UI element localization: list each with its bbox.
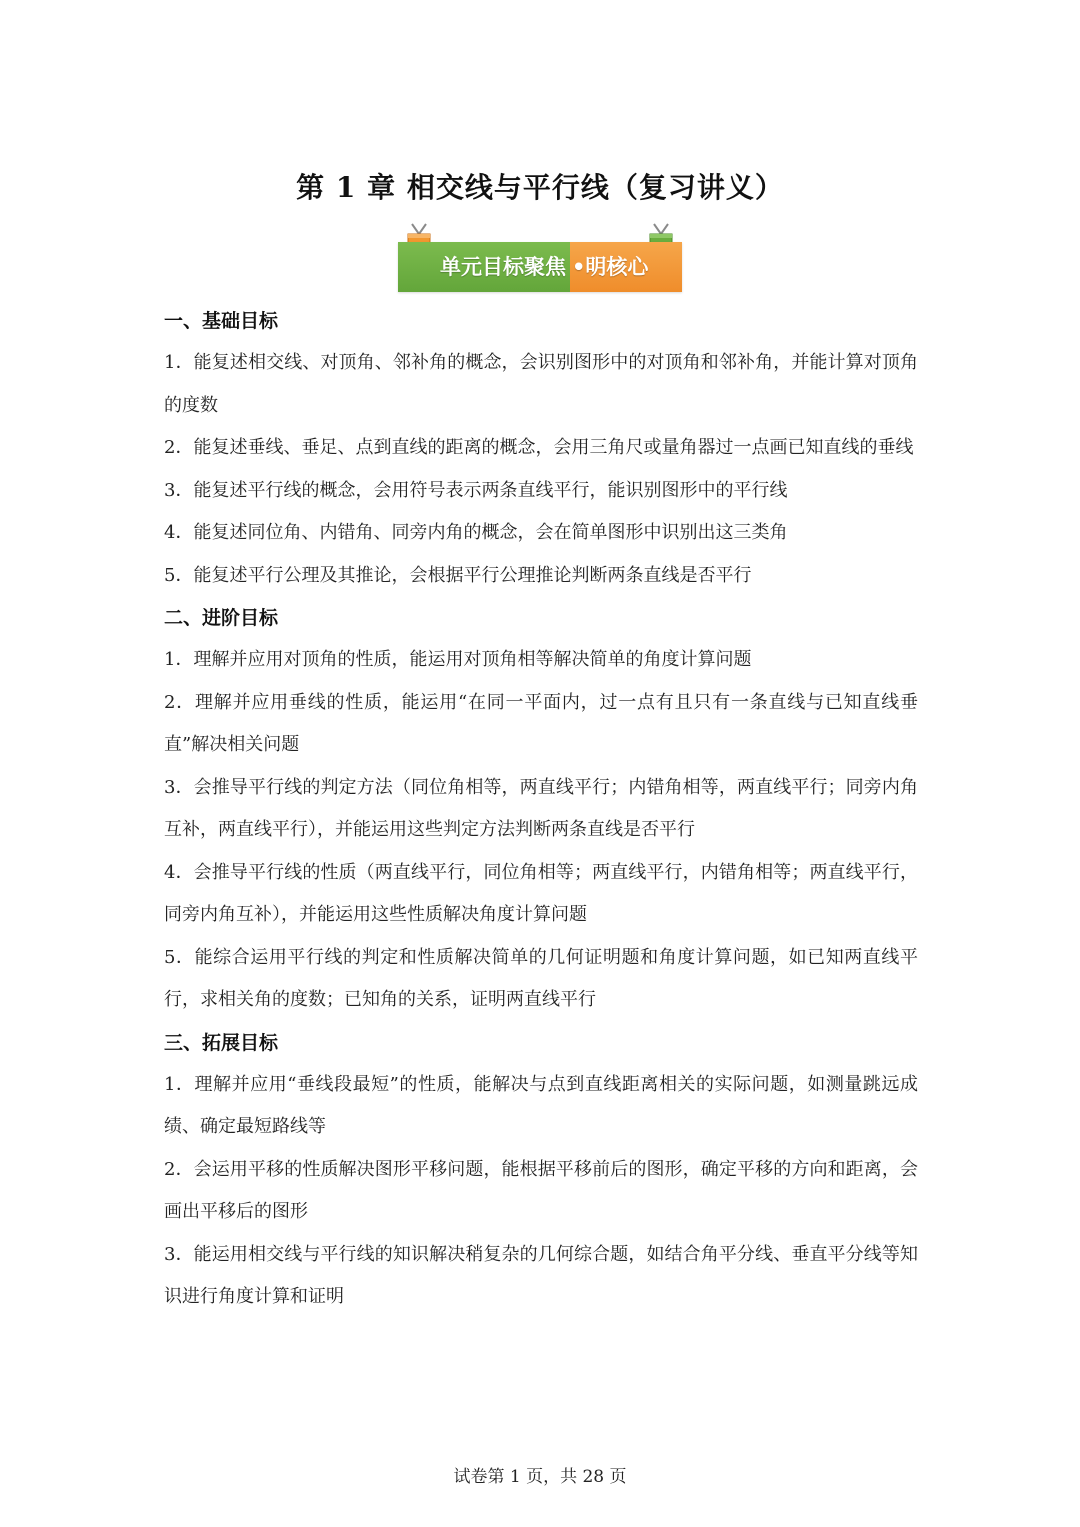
goal-item: 5．能复述平行公理及其推论，会根据平行公理推论判断两条直线是否平行 [164,564,752,586]
goal-item: 3．能运用相交线与平行线的知识解决稍复杂的几何综合题，如结合角平分线、垂直平分线等知识进行角度计算和证明 [164,1243,918,1307]
section-heading: 二、进阶目标 [164,607,279,629]
goal-item: 1．理解并应用“垂线段最短”的性质，能解决与点到直线距离相关的实际问题，如测量跳远成绩、确定最短路线等 [164,1073,918,1137]
goal-item: 2．会运用平移的性质解决图形平移问题，能根据平移前后的图形，确定平移的方向和距离，会画出平移后的图形 [164,1158,918,1222]
page-footer: 试卷第 1 页，共 28 页 [453,1467,627,1487]
goal-item: 1．理解并应用对顶角的性质，能运用对顶角相等解决简单的角度计算问题 [164,649,752,670]
section-heading: 三、拓展目标 [164,1031,279,1054]
section-basic-goals [164,300,918,597]
goals-content [164,300,918,1319]
banner-box [398,242,682,292]
section-advanced-goals [164,597,918,1022]
section-heading: 一、基础目标 [164,310,279,332]
goal-item: 2．理解并应用垂线的性质，能运用“在同一平面内，过一点有且只有一条直线与已知直线垂直”解决相关问题 [164,691,918,755]
page-title: 第 1 章 相交线与平行线（复习讲义） [296,171,784,204]
unit-goals-banner [398,222,682,294]
goal-item: 3．会推导平行线的判定方法（同位角相等，两直线平行；内错角相等，两直线平行；同旁内角互补，两直线平行），并能运用这些判定方法判断两条直线是否平行 [164,776,918,840]
goal-item: 4．能复述同位角、内错角、同旁内角的概念，会在简单图形中识别出这三类角 [164,522,788,543]
section-extended-goals [164,1022,918,1319]
goal-item: 1．能复述相交线、对顶角、邻补角的概念，会识别图形中的对顶角和邻补角，并能计算对顶角的度数 [164,352,918,416]
banner-left-label: 单元目标聚焦 [398,242,570,292]
goal-item: 5．能综合运用平行线的判定和性质解决简单的几何证明题和角度计算问题，如已知两直线平行，求相关角的度数；已知角的关系，证明两直线平行 [164,946,918,1010]
goal-item: 3．能复述平行线的概念，会用符号表示两条直线平行，能识别图形中的平行线 [164,479,788,501]
goal-item: 4．会推导平行线的性质（两直线平行，同位角相等；两直线平行，内错角相等；两直线平行，同旁内角互补），并能运用这些性质解决角度计算问题 [164,861,918,925]
banner-right-label: •明核心 [570,242,682,292]
goal-item: 2．能复述垂线、垂足、点到直线的距离的概念，会用三角尺或量角器过一点画已知直线的垂线 [164,437,914,458]
